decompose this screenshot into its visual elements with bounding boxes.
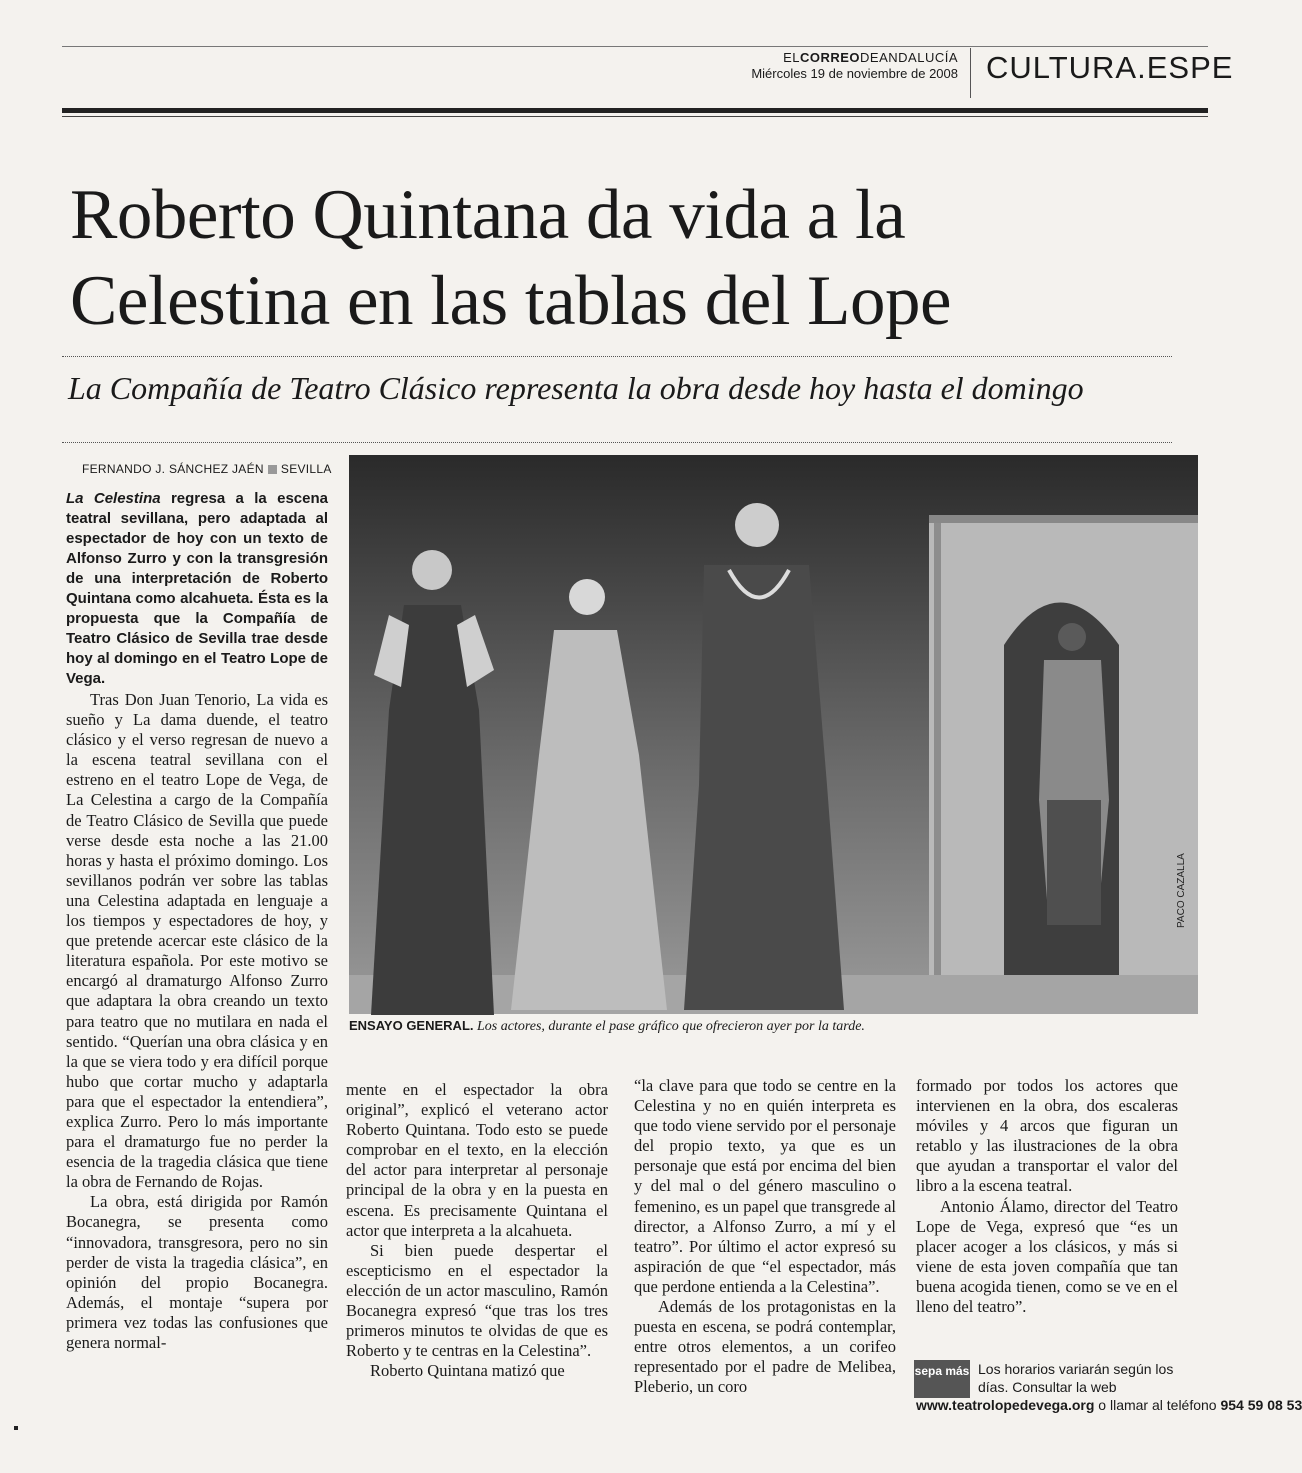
subhead-divider <box>62 442 1172 443</box>
paragraph: Roberto Quintana matizó que <box>370 1361 565 1381</box>
body-column-1 <box>66 690 328 1353</box>
paragraph: Tras Don Juan Tenorio, La vida es sueño y La dama duende, el teatro clásico y el verso regresan de nuevo a la escena teatral sevillana con el estreno en el teatro Lope de Vega, de La Celestina a cargo de la Compañía de Teatro Clásico de Sevilla que puede verse desde esta noche a las 21.00 horas y hasta el próximo domingo. Los sevillanos podrán ver sobre las tablas una Celestina adaptada en lenguaje a los tiempos y espectadores de hoy, y que pretende acercar este clásico de la literatura española. Por este motivo se encargó al dramaturgo Alfonso Zurro que adaptara la obra creando un texto para teatro que no mutilara en nada el sentido. “Querían una obra clásica y en la que se viera todo y era difícil porque hubo que cortar mucho y adaptarla para que el espectador la entendiera”, explica Zurro. Pero lo más importante para el dramaturgo fue no perder la esencia de la tragedia clásica que tiene la obra de Fernando de Rojas. <box>66 690 328 1192</box>
paragraph: Además de los protagonistas en la puesta en escena, se podrá contemplar, entre otros elementos, a un corifeo representado por el padre de Melibea, Pleberio, un coro <box>634 1297 896 1397</box>
byline-place: SEVILLA <box>280 462 332 476</box>
photo-caption <box>349 1018 1198 1035</box>
lead-paragraph <box>66 489 328 689</box>
photo-credit: PACO CAZALLA <box>1176 853 1187 928</box>
byline <box>82 462 344 476</box>
header-rule-thick <box>62 108 1208 113</box>
body-column-2 <box>346 1080 608 1381</box>
sepa-mas-badge: sepa más <box>914 1360 970 1398</box>
paper-name-bold: CORREO <box>799 50 861 65</box>
publication-date: Miércoles 19 de noviembre de 2008 <box>751 66 958 81</box>
paper-name-suffix: DEANDALUCÍA <box>860 50 958 65</box>
stage-photo <box>349 455 1198 1014</box>
paper-name-prefix: EL <box>783 50 800 65</box>
section-title: CULTURA.ESPE <box>986 50 1234 85</box>
headline: Roberto Quintana da vida a la Celestina en las tablas del Lope <box>70 176 952 340</box>
theatre-website-link[interactable]: www.teatrolopedevega.org <box>916 1397 1095 1413</box>
paragraph: Antonio Álamo, director del Teatro Lope de Vega, expresó que “es un placer acoger a los clásicos, y más si viene de esta joven compañía que tan buena acogida tienen, como se ve en el lleno del teatro”. <box>916 1196 1178 1317</box>
info-box-text: Los horarios variarán según los días. Consultar la web <box>978 1361 1174 1395</box>
byline-separator-icon <box>268 465 277 474</box>
header-rule-thin <box>62 116 1208 117</box>
paragraph: formado por todos los actores que intervienen en la obra, dos escaleras móviles y 4 arcos que figuran un retablo y las ilustraciones de la obra que ayudan a transportar el valor del libro a la escena teatral. <box>916 1076 1178 1196</box>
paragraph: mente en el espectador la obra original”, explicó el veterano actor Roberto Quintana. Todo esto se puede comprobar en el texto, en la elección del actor para interpretar al personaje principal de la obra y en la puesta en escena. Es precisamente Quintana el actor que interpreta a la alcahueta. <box>346 1080 608 1240</box>
lead-title: La Celestina <box>66 490 161 507</box>
headline-divider <box>62 356 1172 357</box>
paragraph: La obra, está dirigida por Ramón Bocanegra, se presenta como “innovadora, transgresora, pero no sin perder de vista la tragedia clásica”, en opinión del propio Bocanegra. Además, el montaje “supera por primera vez todas las confusiones que genera normal- <box>66 1192 328 1352</box>
caption-label: ENSAYO GENERAL. <box>349 1018 474 1033</box>
phone-prefix: o llamar al teléfono <box>1094 1397 1221 1413</box>
paragraph: “la clave para que todo se centre en la Celestina y no en quién interpreta es que todo viene servido por el personaje del propio texto, ya que es un personaje que está por encima del bien y del mal o del género masculino o femenino, es un papel que transgrede al director, a Alfonso Zurro, a mí y el teatro”. Por último el actor expresó su aspiración de que “el espectador, más que perdone entienda a la Celestina”. <box>634 1076 896 1296</box>
phone-number: 954 59 08 53 <box>1220 1397 1302 1413</box>
byline-author: FERNANDO J. SÁNCHEZ JAÉN <box>82 462 264 476</box>
body-column-3 <box>634 1076 896 1398</box>
subheadline: La Compañía de Teatro Clásico representa la obra desde hoy hasta el domingo <box>68 370 1084 406</box>
lead-text: regresa a la escena teatral sevillana, pero adaptada al espectador de hoy con un texto de Alfonso Zurro y con la transgresión de una interpretación de Roberto Quintana como alcahueta. Ésta es la propuesta que la Compañía de Teatro Clásico de Sevilla trae desde hoy al domingo en el Teatro Lope de Vega. <box>66 490 328 687</box>
body-column-4 <box>916 1076 1178 1317</box>
masthead-rule <box>62 46 1208 47</box>
newspaper-name <box>783 50 958 65</box>
stage-photo-image <box>349 455 1198 1014</box>
paragraph: Si bien puede despertar el escepticismo en el espectador la elección de un actor masculino, Ramón Bocanegra expresó “que tras los tres primeros minutos te olvidas de que es Roberto y te centras en la Celestina”. <box>346 1240 608 1361</box>
caption-text: Los actores, durante el pase gráfico que ofrecieron ayer por la tarde. <box>473 1019 865 1034</box>
masthead-separator <box>970 48 971 98</box>
info-box-contact <box>916 1396 1302 1414</box>
scan-mark <box>14 1426 18 1430</box>
